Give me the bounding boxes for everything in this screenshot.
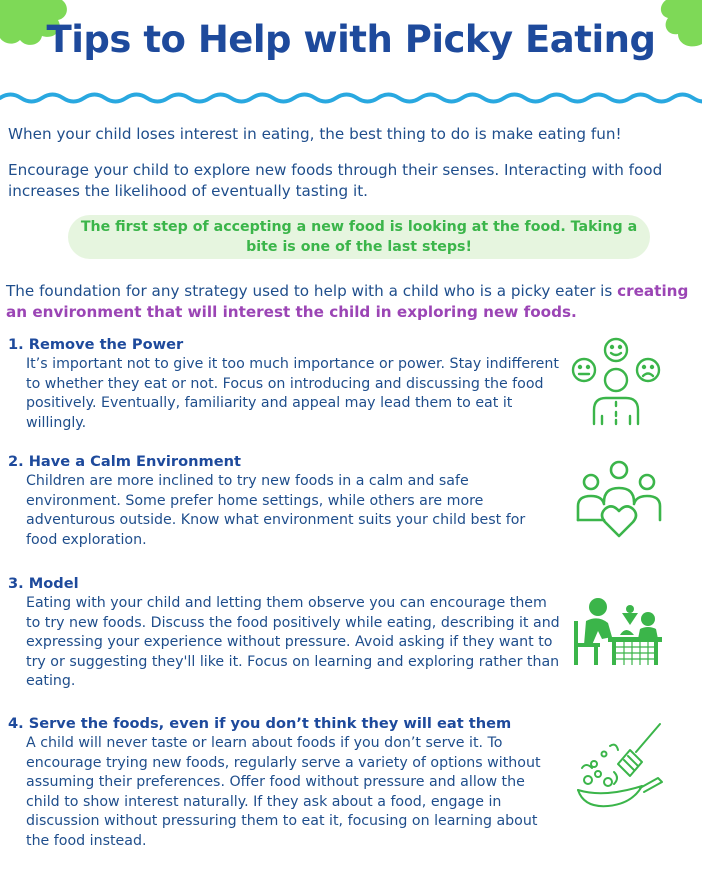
tip-title: Have a Calm Environment — [28, 453, 241, 470]
tip-number: 2. — [8, 453, 24, 470]
family-heart-icon — [574, 460, 664, 540]
tip-model — [8, 574, 558, 692]
cooking-pan-icon — [574, 720, 666, 812]
foundation-lead: The foundation for any strategy used to help with a child who is a picky eater is — [6, 282, 613, 300]
foundation-paragraph — [6, 281, 698, 323]
tip-calm-environment — [8, 452, 558, 550]
foundation-highlight: creating an environment that will interest the child in exploring new foods. — [6, 282, 689, 321]
intro-paragraph-2: Encourage your child to explore new foods through their senses. Interacting with food increases the likelihood of eventually tasting it. — [8, 161, 663, 200]
tip-heading — [8, 335, 558, 355]
page-title: Tips to Help with Picky Eating — [46, 18, 656, 61]
key-callout — [68, 215, 650, 259]
tip-serve-foods — [8, 714, 568, 851]
intro-paragraph-1: When your child loses interest in eating, the best thing to do is make eating fun! — [8, 125, 622, 143]
wave-divider — [0, 86, 702, 110]
tip-heading — [8, 452, 558, 472]
tip-number: 1. — [8, 336, 24, 353]
tip-title: Remove the Power — [28, 336, 184, 353]
emotions-person-icon — [568, 336, 664, 426]
tip-body: Children are more inclined to try new foods in a calm and safe environment. Some prefer home settings, while others are more adventurous outside. Know what environment suits your child best for food exploration. — [26, 473, 526, 548]
tip-title: Serve the foods, even if you don’t think they will eat them — [28, 715, 512, 732]
callout-text: The first step of accepting a new food is looking at the food. Taking a bite is one of the last steps! — [80, 219, 638, 255]
tip-number: 4. — [8, 715, 24, 732]
tip-body: A child will never taste or learn about foods if you don’t serve it. To encourage trying new foods, regularly serve a variety of options without assuming their preferences. Offer food without pressure and allow the child to show interest naturally. If they ask about a food, engage in discussion without pressuring them to eat it, focusing on learning about the food instead. — [26, 735, 541, 849]
tip-body: Eating with your child and letting them observe you can encourage them to try new foods. Discuss the food positively while eating, describing it and expressing your experience without pressure. Avoid asking if they want to try or suggesting they'll like it. Focus on learning and exploring rather than eating. — [26, 595, 560, 689]
tip-heading — [8, 714, 568, 734]
tip-number: 3. — [8, 575, 24, 592]
family-dining-icon — [572, 595, 664, 667]
tip-body: It’s important not to give it too much importance or power. Stay indifferent to whether they eat or not. Focus on introducing and discussing the food positively. Eventually, familiarity and appeal may lead them to eat it willingly. — [26, 356, 559, 431]
tip-remove-power — [8, 335, 558, 433]
tip-title: Model — [28, 575, 79, 592]
tip-heading — [8, 574, 558, 594]
